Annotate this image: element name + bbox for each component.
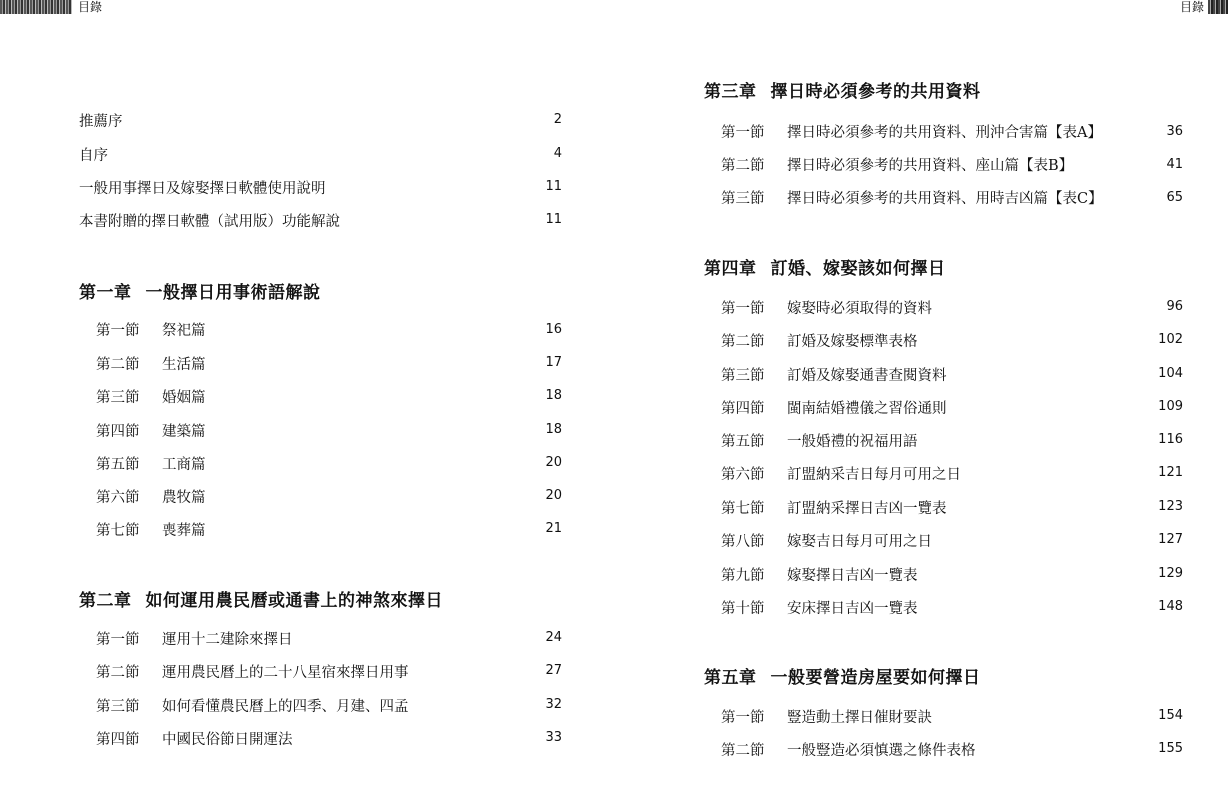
toc-entry-title: 一般用事擇日及嫁娶擇日軟體使用說明 bbox=[79, 181, 326, 197]
toc-section bbox=[721, 189, 1103, 209]
toc-page-number: 18 bbox=[545, 422, 562, 437]
toc-page-number: 129 bbox=[1158, 566, 1183, 581]
section-title: 擇日時必須參考的共用資料、刑沖合害篇【表A】 bbox=[787, 125, 1102, 141]
section-label: 第三節 bbox=[721, 191, 765, 207]
section-label: 第三節 bbox=[96, 390, 140, 406]
section-title: 擇日時必須參考的共用資料、用時吉凶篇【表C】 bbox=[787, 191, 1103, 207]
section-title: 訂盟納采吉日每月可用之日 bbox=[787, 467, 961, 483]
section-label: 第四節 bbox=[96, 424, 140, 440]
section-label: 第三節 bbox=[96, 699, 140, 715]
chapter-title: 訂婚、嫁娶該如何擇日 bbox=[770, 259, 946, 279]
section-label: 第五節 bbox=[96, 457, 140, 473]
section-title: 嫁娶吉日每月可用之日 bbox=[787, 534, 932, 550]
toc-page-number: 17 bbox=[545, 355, 562, 370]
toc-section bbox=[721, 465, 961, 485]
section-label: 第七節 bbox=[721, 501, 765, 517]
chapter-heading bbox=[79, 281, 321, 305]
toc-section bbox=[721, 366, 947, 386]
section-title: 閩南結婚禮儀之習俗通則 bbox=[787, 401, 947, 417]
toc-section bbox=[721, 499, 947, 519]
toc-entry-title: 自序 bbox=[79, 148, 108, 164]
section-label: 第二節 bbox=[721, 743, 765, 759]
section-label: 第五節 bbox=[721, 434, 765, 450]
toc-page-number: 2 bbox=[553, 112, 562, 127]
section-title: 生活篇 bbox=[162, 357, 206, 373]
chapter-heading bbox=[79, 589, 443, 613]
chapter-label: 第四章 bbox=[704, 259, 757, 279]
section-label: 第十節 bbox=[721, 601, 765, 617]
toc-section bbox=[96, 455, 206, 475]
section-title: 一般豎造必須慎選之條件表格 bbox=[787, 743, 976, 759]
toc-section bbox=[721, 532, 932, 552]
toc-page-number: 127 bbox=[1158, 532, 1183, 547]
toc-section bbox=[721, 432, 918, 452]
scan-edge-right bbox=[1208, 0, 1228, 14]
chapter-heading bbox=[704, 80, 981, 104]
section-title: 如何看懂農民曆上的四季、月建、四孟 bbox=[162, 699, 409, 715]
toc-page-number: 109 bbox=[1158, 399, 1183, 414]
section-title: 安床擇日吉凶一覽表 bbox=[787, 601, 918, 617]
toc-section bbox=[96, 630, 293, 650]
section-title: 工商篇 bbox=[162, 457, 206, 473]
toc-section bbox=[721, 299, 932, 319]
chapter-heading bbox=[704, 666, 981, 690]
toc-section bbox=[721, 708, 932, 728]
chapter-label: 第三章 bbox=[704, 82, 757, 102]
toc-page-number: 102 bbox=[1158, 332, 1183, 347]
section-label: 第七節 bbox=[96, 523, 140, 539]
section-label: 第二節 bbox=[721, 334, 765, 350]
section-label: 第二節 bbox=[96, 357, 140, 373]
section-label: 第二節 bbox=[721, 158, 765, 174]
toc-page-number: 155 bbox=[1158, 741, 1183, 756]
toc-page-number: 24 bbox=[545, 630, 562, 645]
section-label: 第三節 bbox=[721, 368, 765, 384]
section-label: 第六節 bbox=[721, 467, 765, 483]
toc-page-number: 11 bbox=[545, 179, 562, 194]
section-label: 第八節 bbox=[721, 534, 765, 550]
toc-section bbox=[96, 422, 206, 442]
section-title: 喪葬篇 bbox=[162, 523, 206, 539]
chapter-label: 第二章 bbox=[79, 591, 132, 611]
section-title: 擇日時必須參考的共用資料、座山篇【表B】 bbox=[787, 158, 1074, 174]
toc-page-number: 11 bbox=[545, 212, 562, 227]
toc-page-number: 27 bbox=[545, 663, 562, 678]
section-label: 第四節 bbox=[721, 401, 765, 417]
section-title: 中國民俗節日開運法 bbox=[162, 732, 293, 748]
toc-section bbox=[96, 521, 206, 541]
section-title: 嫁娶擇日吉凶一覽表 bbox=[787, 568, 918, 584]
toc-section bbox=[721, 399, 947, 419]
chapter-title: 一般擇日用事術語解說 bbox=[145, 283, 321, 303]
section-label: 第六節 bbox=[96, 490, 140, 506]
section-title: 訂婚及嫁娶通書查閱資料 bbox=[787, 368, 947, 384]
toc-section bbox=[721, 332, 918, 352]
toc-section bbox=[96, 663, 409, 683]
toc-page-number: 96 bbox=[1166, 299, 1183, 314]
toc-section bbox=[96, 730, 293, 750]
toc-page-number: 33 bbox=[545, 730, 562, 745]
section-title: 嫁娶時必須取得的資料 bbox=[787, 301, 932, 317]
toc-section bbox=[96, 355, 206, 375]
chapter-heading bbox=[704, 257, 946, 281]
section-title: 訂盟納采擇日吉凶一覽表 bbox=[787, 501, 947, 517]
chapter-label: 第一章 bbox=[79, 283, 132, 303]
chapter-title: 擇日時必須參考的共用資料 bbox=[770, 82, 981, 102]
section-label: 第一節 bbox=[721, 301, 765, 317]
section-label: 第九節 bbox=[721, 568, 765, 584]
section-label: 第四節 bbox=[96, 732, 140, 748]
section-label: 第一節 bbox=[96, 632, 140, 648]
toc-page-number: 20 bbox=[545, 488, 562, 503]
toc-section bbox=[96, 697, 409, 717]
toc-page-number: 121 bbox=[1158, 465, 1183, 480]
section-title: 祭祀篇 bbox=[162, 323, 206, 339]
section-title: 一般婚禮的祝福用語 bbox=[787, 434, 918, 450]
toc-entry-title: 推薦序 bbox=[79, 114, 123, 130]
toc-section bbox=[721, 599, 918, 619]
toc-page-number: 18 bbox=[545, 388, 562, 403]
section-label: 第二節 bbox=[96, 665, 140, 681]
section-title: 豎造動土擇日催財要訣 bbox=[787, 710, 932, 726]
toc-section bbox=[721, 123, 1102, 143]
toc-page-number: 41 bbox=[1166, 157, 1183, 172]
toc-page-number: 123 bbox=[1158, 499, 1183, 514]
chapter-title: 如何運用農民曆或通書上的神煞來擇日 bbox=[145, 591, 443, 611]
running-header-right: 目錄 bbox=[1179, 0, 1204, 14]
toc-section bbox=[96, 388, 206, 408]
toc-page-number: 16 bbox=[545, 322, 562, 337]
scan-edge-left bbox=[0, 0, 72, 14]
toc-page-number: 21 bbox=[545, 521, 562, 536]
toc-section bbox=[721, 566, 918, 586]
chapter-title: 一般要營造房屋要如何擇日 bbox=[770, 668, 981, 688]
toc-page-number: 116 bbox=[1158, 432, 1183, 447]
toc-page-number: 104 bbox=[1158, 366, 1183, 381]
section-title: 訂婚及嫁娶標準表格 bbox=[787, 334, 918, 350]
toc-entry-title: 本書附贈的擇日軟體（試用版）功能解說 bbox=[79, 214, 340, 230]
toc-section bbox=[96, 321, 206, 341]
toc-page-number: 154 bbox=[1158, 708, 1183, 723]
toc-page-number: 148 bbox=[1158, 599, 1183, 614]
toc-page-number: 65 bbox=[1166, 190, 1183, 205]
section-title: 婚姻篇 bbox=[162, 390, 206, 406]
toc-section bbox=[721, 156, 1073, 176]
section-title: 運用十二建除來擇日 bbox=[162, 632, 293, 648]
section-title: 運用農民曆上的二十八星宿來擇日用事 bbox=[162, 665, 409, 681]
toc-page-number: 20 bbox=[545, 455, 562, 470]
section-title: 建築篇 bbox=[162, 424, 206, 440]
toc-page-number: 36 bbox=[1166, 124, 1183, 139]
running-header-left: 目錄 bbox=[78, 0, 103, 14]
chapter-label: 第五章 bbox=[704, 668, 757, 688]
section-title: 農牧篇 bbox=[162, 490, 206, 506]
section-label: 第一節 bbox=[96, 323, 140, 339]
section-label: 第一節 bbox=[721, 710, 765, 726]
toc-page-number: 32 bbox=[545, 697, 562, 712]
toc-section bbox=[721, 741, 976, 761]
section-label: 第一節 bbox=[721, 125, 765, 141]
toc-page-number: 4 bbox=[553, 146, 562, 161]
toc-section bbox=[96, 488, 206, 508]
